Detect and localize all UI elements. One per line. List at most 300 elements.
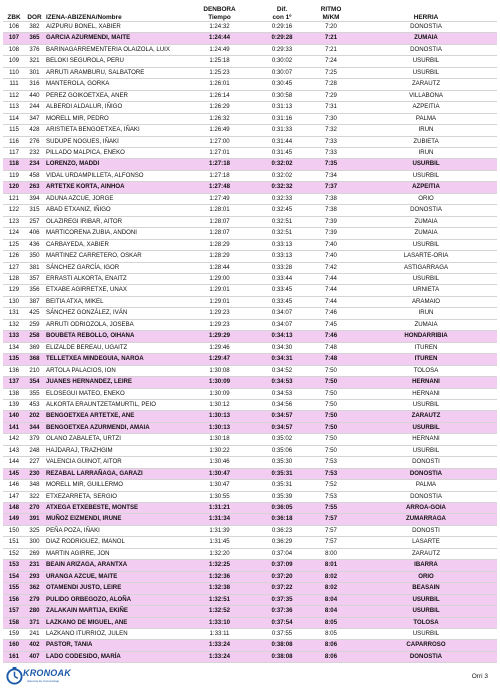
name-cell: MUÑOZ EIZMENDI, IRUNE <box>44 514 182 525</box>
name-cell: PASTOR, TANIA <box>44 640 182 651</box>
position-cell: 124 <box>3 228 25 239</box>
position-cell: 155 <box>3 583 25 594</box>
town-cell: USURBIL <box>355 445 497 456</box>
pace-cell: 7:57 <box>307 537 355 548</box>
town-cell: ZUMAIA <box>355 33 497 44</box>
pace-cell: 7:50 <box>307 445 355 456</box>
pace-cell: 8:04 <box>307 594 355 605</box>
time-cell: 1:30:55 <box>182 491 257 502</box>
pace-cell: 7:31 <box>307 102 355 113</box>
town-cell: LASARTE-ORIA <box>355 251 497 262</box>
name-cell: OLANO ZABALETA, URTZI <box>44 434 182 445</box>
table-row <box>3 548 497 559</box>
gap-cell: 0:34:53 <box>257 377 307 388</box>
town-cell: HERNANI <box>355 434 497 445</box>
gap-cell: 0:34:57 <box>257 411 307 422</box>
name-cell: ERRASTI ALKORTA, ENAITZ <box>44 273 182 284</box>
table-row <box>3 125 497 136</box>
position-cell: 156 <box>3 594 25 605</box>
time-cell: 1:24:32 <box>182 22 257 33</box>
position-cell: 158 <box>3 617 25 628</box>
table-row <box>3 285 497 296</box>
town-cell: ORIO <box>355 193 497 204</box>
results-body <box>3 22 497 663</box>
table-row <box>3 640 497 651</box>
time-cell: 1:30:13 <box>182 422 257 433</box>
town-cell: ZUBIETA <box>355 136 497 147</box>
name-cell: MARTIN AGIRRE, JON <box>44 548 182 559</box>
pace-cell: 7:45 <box>307 319 355 330</box>
bib-cell: 387 <box>25 296 44 307</box>
name-cell: URANGA AZCUE, MAITE <box>44 571 182 582</box>
time-cell: 1:30:46 <box>182 457 257 468</box>
pace-cell: 7:38 <box>307 205 355 216</box>
name-cell: HAJDARAJ, TRAZHGIM <box>44 445 182 456</box>
gap-cell: 0:32:32 <box>257 182 307 193</box>
pace-cell: 7:33 <box>307 136 355 147</box>
time-cell: 1:31:21 <box>182 503 257 514</box>
table-row <box>3 251 497 262</box>
position-cell: 152 <box>3 548 25 559</box>
logo-tagline: sistemas de cronometraje <box>27 679 60 683</box>
table-row <box>3 113 497 124</box>
town-cell: USURBIL <box>355 594 497 605</box>
time-cell: 1:30:13 <box>182 411 257 422</box>
position-cell: 160 <box>3 640 25 651</box>
gap-cell: 0:35:31 <box>257 468 307 479</box>
name-cell: LAZKANO DE MIGUEL, ANE <box>44 617 182 628</box>
position-cell: 106 <box>3 22 25 33</box>
table-row <box>3 79 497 90</box>
town-cell: USURBIL <box>355 159 497 170</box>
gap-cell: 0:36:18 <box>257 514 307 525</box>
bib-cell: 406 <box>25 228 44 239</box>
pace-cell: 7:21 <box>307 33 355 44</box>
name-cell: ATXEGA ETXEBESTE, MONTSE <box>44 503 182 514</box>
name-cell: TELLETXEA MINDEGUIA, NAROA <box>44 354 182 365</box>
gap-cell: 0:33:13 <box>257 239 307 250</box>
name-cell: ELIZALDE BEREAU, UGAITZ <box>44 342 182 353</box>
town-cell: ARROA-GOIA <box>355 503 497 514</box>
position-cell: 131 <box>3 308 25 319</box>
position-cell: 122 <box>3 205 25 216</box>
position-cell: 125 <box>3 239 25 250</box>
name-cell: ADUNA AZCUE, JORGE <box>44 193 182 204</box>
bib-cell: 344 <box>25 422 44 433</box>
pace-cell: 7:44 <box>307 273 355 284</box>
time-cell: 1:28:07 <box>182 228 257 239</box>
time-cell: 1:32:52 <box>182 606 257 617</box>
table-row <box>3 503 497 514</box>
time-cell: 1:27:18 <box>182 170 257 181</box>
table-row <box>3 296 497 307</box>
name-cell: MANTEROLA, GORKA <box>44 79 182 90</box>
time-cell: 1:27:48 <box>182 182 257 193</box>
gap-cell: 0:35:31 <box>257 480 307 491</box>
position-cell: 123 <box>3 216 25 227</box>
bib-cell: 436 <box>25 239 44 250</box>
pace-cell: 7:20 <box>307 22 355 33</box>
gap-cell: 0:31:44 <box>257 136 307 147</box>
position-cell: 151 <box>3 537 25 548</box>
pace-cell: 7:50 <box>307 422 355 433</box>
page-number: Orri 3 <box>471 673 488 680</box>
gap-cell: 0:33:28 <box>257 262 307 273</box>
name-cell: SÁNCHEZ GONZÁLEZ, IVÁN <box>44 308 182 319</box>
time-cell: 1:33:24 <box>182 640 257 651</box>
gap-cell: 0:31:13 <box>257 102 307 113</box>
town-cell: AZPEITIA <box>355 102 497 113</box>
town-cell: IRUN <box>355 125 497 136</box>
table-row <box>3 102 497 113</box>
position-cell: 140 <box>3 411 25 422</box>
town-cell: DONOSTIA <box>355 205 497 216</box>
table-row <box>3 583 497 594</box>
name-cell: ALBERDI ALDALUR, IÑIGO <box>44 102 182 113</box>
town-cell: USURBIL <box>355 422 497 433</box>
table-row <box>3 342 497 353</box>
town-cell: PALMA <box>355 113 497 124</box>
bib-cell: 362 <box>25 583 44 594</box>
pace-cell: 7:42 <box>307 262 355 273</box>
table-row <box>3 354 497 365</box>
position-cell: 135 <box>3 354 25 365</box>
pace-cell: 7:32 <box>307 125 355 136</box>
pace-cell: 8:05 <box>307 617 355 628</box>
gap-cell: 0:37:35 <box>257 594 307 605</box>
town-cell: USURBIL <box>355 170 497 181</box>
bib-cell: 355 <box>25 388 44 399</box>
table-row <box>3 434 497 445</box>
name-cell: BENGOETXEA ARTETXE, ANE <box>44 411 182 422</box>
gap-cell: 0:32:33 <box>257 193 307 204</box>
gap-cell: 0:30:07 <box>257 67 307 78</box>
bib-cell: 248 <box>25 445 44 456</box>
name-cell: JUANES HERNANDEZ, LEIRE <box>44 377 182 388</box>
time-cell: 1:26:14 <box>182 90 257 101</box>
bib-cell: 279 <box>25 594 44 605</box>
position-cell: 143 <box>3 445 25 456</box>
pace-cell: 7:50 <box>307 365 355 376</box>
table-row <box>3 480 497 491</box>
name-cell: ETXEZARRETA, SERGIO <box>44 491 182 502</box>
time-cell: 1:26:32 <box>182 113 257 124</box>
time-cell: 1:27:18 <box>182 159 257 170</box>
time-cell: 1:25:23 <box>182 67 257 78</box>
pace-cell: 7:30 <box>307 113 355 124</box>
pace-cell: 7:37 <box>307 182 355 193</box>
name-cell: MARTINEZ CARRETERO, OSKAR <box>44 251 182 262</box>
gap-cell: 0:34:56 <box>257 399 307 410</box>
town-cell: IRUN <box>355 147 497 158</box>
bib-cell: 322 <box>25 491 44 502</box>
pace-cell: 8:05 <box>307 629 355 640</box>
name-cell: VIDAL URDAMPILLETA, ALFONSO <box>44 170 182 181</box>
bib-cell: 230 <box>25 468 44 479</box>
gap-cell: 0:30:02 <box>257 56 307 67</box>
table-row <box>3 457 497 468</box>
bib-cell: 407 <box>25 651 44 662</box>
header-dif-line1: Dif. <box>276 6 288 13</box>
town-cell: TOLOSA <box>355 617 497 628</box>
name-cell: OTAMENDI JUSTO, LEIRE <box>44 583 182 594</box>
bib-cell: 202 <box>25 411 44 422</box>
position-cell: 111 <box>3 79 25 90</box>
pace-cell: 7:25 <box>307 67 355 78</box>
bib-cell: 227 <box>25 457 44 468</box>
position-cell: 113 <box>3 102 25 113</box>
table-row <box>3 170 497 181</box>
bib-cell: 371 <box>25 617 44 628</box>
gap-cell: 0:32:51 <box>257 216 307 227</box>
pace-cell: 7:21 <box>307 44 355 55</box>
bib-cell: 365 <box>25 33 44 44</box>
town-cell: USURBIL <box>355 399 497 410</box>
gap-cell: 0:32:51 <box>257 228 307 239</box>
name-cell: AIZPURU BONEL, XABIER <box>44 22 182 33</box>
pace-cell: 7:53 <box>307 457 355 468</box>
town-cell: DONOSTI <box>355 525 497 536</box>
gap-cell: 0:35:02 <box>257 434 307 445</box>
time-cell: 1:32:36 <box>182 571 257 582</box>
name-cell: BARINAGARREMENTERIA OLAIZOLA, LUIX <box>44 44 182 55</box>
pace-cell: 7:57 <box>307 514 355 525</box>
pace-cell: 7:52 <box>307 480 355 491</box>
pace-cell: 7:29 <box>307 90 355 101</box>
table-row <box>3 331 497 342</box>
bib-cell: 453 <box>25 399 44 410</box>
name-cell: ELOSEGUI MATEO, ENEKO <box>44 388 182 399</box>
header-zbk: ZBK <box>7 13 21 21</box>
time-cell: 1:26:49 <box>182 125 257 136</box>
table-row <box>3 239 497 250</box>
position-cell: 129 <box>3 285 25 296</box>
town-cell: ZARAUTZ <box>355 548 497 559</box>
pace-cell: 8:00 <box>307 548 355 559</box>
table-row <box>3 193 497 204</box>
position-cell: 134 <box>3 342 25 353</box>
name-cell: MORELL MIR, PEDRO <box>44 113 182 124</box>
gap-cell: 0:37:09 <box>257 560 307 571</box>
bib-cell: 321 <box>25 56 44 67</box>
table-row <box>3 537 497 548</box>
gap-cell: 0:31:33 <box>257 125 307 136</box>
town-cell: DONOSTIA <box>355 491 497 502</box>
bib-cell: 280 <box>25 606 44 617</box>
town-cell: VILLABONA <box>355 90 497 101</box>
pace-cell: 7:50 <box>307 411 355 422</box>
town-cell: USURBIL <box>355 56 497 67</box>
town-cell: DONOSTIA <box>355 651 497 662</box>
gap-cell: 0:34:07 <box>257 308 307 319</box>
name-cell: DIAZ RODRIGUEZ, IMANOL <box>44 537 182 548</box>
table-row <box>3 147 497 158</box>
position-cell: 133 <box>3 331 25 342</box>
pace-cell: 7:55 <box>307 503 355 514</box>
position-cell: 141 <box>3 422 25 433</box>
gap-cell: 0:36:29 <box>257 537 307 548</box>
table-row <box>3 651 497 662</box>
town-cell: ZARAUTZ <box>355 79 497 90</box>
gap-cell: 0:29:33 <box>257 44 307 55</box>
town-cell: DONOSTI <box>355 457 497 468</box>
bib-cell: 210 <box>25 365 44 376</box>
gap-cell: 0:34:53 <box>257 388 307 399</box>
table-row <box>3 594 497 605</box>
time-cell: 1:29:01 <box>182 285 257 296</box>
gap-cell: 0:37:20 <box>257 571 307 582</box>
time-cell: 1:29:23 <box>182 319 257 330</box>
header-rit-line2: M/KM <box>322 13 340 21</box>
table-row <box>3 377 497 388</box>
town-cell: HERNANI <box>355 388 497 399</box>
bib-cell: 357 <box>25 273 44 284</box>
name-cell: PEÑA POZA, IÑAKI <box>44 525 182 536</box>
time-cell: 1:29:23 <box>182 308 257 319</box>
gap-cell: 0:30:58 <box>257 90 307 101</box>
position-cell: 136 <box>3 365 25 376</box>
town-cell: IRUN <box>355 308 497 319</box>
bib-cell: 300 <box>25 537 44 548</box>
position-cell: 109 <box>3 56 25 67</box>
time-cell: 1:30:12 <box>182 399 257 410</box>
header-dor: DOR <box>27 13 42 21</box>
name-cell: ETXABE AGIRRETXE, UNAX <box>44 285 182 296</box>
gap-cell: 0:32:45 <box>257 205 307 216</box>
town-cell: URNIETA <box>355 285 497 296</box>
position-cell: 116 <box>3 136 25 147</box>
bib-cell: 382 <box>25 22 44 33</box>
position-cell: 150 <box>3 525 25 536</box>
gap-cell: 0:33:44 <box>257 273 307 284</box>
pace-cell: 7:40 <box>307 239 355 250</box>
table-row <box>3 136 497 147</box>
pace-cell: 7:24 <box>307 56 355 67</box>
name-cell: CARBAYEDA, XABIER <box>44 239 182 250</box>
town-cell: PALMA <box>355 480 497 491</box>
position-cell: 130 <box>3 296 25 307</box>
position-cell: 153 <box>3 560 25 571</box>
table-row <box>3 365 497 376</box>
bib-cell: 348 <box>25 480 44 491</box>
bib-cell: 369 <box>25 342 44 353</box>
name-cell: ARISTIETA BENGOETXEA, IÑAKI <box>44 125 182 136</box>
pace-cell: 7:33 <box>307 147 355 158</box>
gap-cell: 0:34:30 <box>257 342 307 353</box>
pace-cell: 7:50 <box>307 377 355 388</box>
pace-cell: 7:46 <box>307 331 355 342</box>
table-row <box>3 262 497 273</box>
town-cell: ZARAUTZ <box>355 411 497 422</box>
bib-cell: 425 <box>25 308 44 319</box>
pace-cell: 7:48 <box>307 342 355 353</box>
table-row <box>3 411 497 422</box>
town-cell: ZUMAIA <box>355 216 497 227</box>
position-cell: 108 <box>3 44 25 55</box>
name-cell: BEAIN ARIZAGA, ARANTXA <box>44 560 182 571</box>
name-cell: ARRUTI ARAMBURU, SALBATORE <box>44 67 182 78</box>
bib-cell: 402 <box>25 640 44 651</box>
time-cell: 1:33:10 <box>182 617 257 628</box>
name-cell: REZABAL LARRAÑAGA, GARAZI <box>44 468 182 479</box>
bib-cell: 354 <box>25 377 44 388</box>
time-cell: 1:26:01 <box>182 79 257 90</box>
header-time <box>182 2 257 22</box>
position-cell: 146 <box>3 480 25 491</box>
gap-cell: 0:33:45 <box>257 296 307 307</box>
bib-cell: 301 <box>25 67 44 78</box>
pace-cell: 7:28 <box>307 79 355 90</box>
name-cell: LAZKANO ITURRIOZ, JULEN <box>44 629 182 640</box>
bib-cell: 356 <box>25 285 44 296</box>
town-cell: BEASAIN <box>355 583 497 594</box>
bib-cell: 258 <box>25 331 44 342</box>
pace-cell: 7:57 <box>307 525 355 536</box>
table-row <box>3 182 497 193</box>
table-row <box>3 445 497 456</box>
time-cell: 1:30:09 <box>182 388 257 399</box>
pace-cell: 7:40 <box>307 251 355 262</box>
town-cell: ITUREN <box>355 354 497 365</box>
time-cell: 1:29:00 <box>182 273 257 284</box>
time-cell: 1:32:38 <box>182 583 257 594</box>
gap-cell: 0:37:36 <box>257 606 307 617</box>
bib-cell: 440 <box>25 90 44 101</box>
gap-cell: 0:33:13 <box>257 251 307 262</box>
gap-cell: 0:30:45 <box>257 79 307 90</box>
pace-cell: 7:39 <box>307 228 355 239</box>
name-cell: LORENZO, MADDI <box>44 159 182 170</box>
position-cell: 127 <box>3 262 25 273</box>
position-cell: 148 <box>3 503 25 514</box>
bib-cell: 241 <box>25 629 44 640</box>
table-row <box>3 525 497 536</box>
pace-cell: 7:50 <box>307 434 355 445</box>
town-cell: AZPEITIA <box>355 182 497 193</box>
time-cell: 1:30:09 <box>182 377 257 388</box>
gap-cell: 0:37:22 <box>257 583 307 594</box>
table-row <box>3 560 497 571</box>
table-row <box>3 308 497 319</box>
bib-cell: 270 <box>25 503 44 514</box>
gap-cell: 0:37:55 <box>257 629 307 640</box>
table-row <box>3 468 497 479</box>
bib-cell: 234 <box>25 159 44 170</box>
gap-cell: 0:31:45 <box>257 147 307 158</box>
town-cell: ARAMAIO <box>355 296 497 307</box>
pace-cell: 7:50 <box>307 388 355 399</box>
bib-cell: 269 <box>25 548 44 559</box>
table-row <box>3 273 497 284</box>
header-time-line1: DENBORA <box>203 6 236 13</box>
gap-cell: 0:34:13 <box>257 331 307 342</box>
name-cell: BELOKI SEGUROLA, PERU <box>44 56 182 67</box>
table-row <box>3 514 497 525</box>
town-cell: HERNANI <box>355 377 497 388</box>
pace-cell: 7:44 <box>307 285 355 296</box>
gap-cell: 0:34:57 <box>257 422 307 433</box>
position-cell: 157 <box>3 606 25 617</box>
town-cell: USURBIL <box>355 606 497 617</box>
position-cell: 107 <box>3 33 25 44</box>
table-row <box>3 571 497 582</box>
gap-cell: 0:34:07 <box>257 319 307 330</box>
time-cell: 1:30:08 <box>182 365 257 376</box>
time-cell: 1:25:18 <box>182 56 257 67</box>
time-cell: 1:29:47 <box>182 354 257 365</box>
bib-cell: 458 <box>25 170 44 181</box>
name-cell: PILLADO MALPICA, ENEKO <box>44 147 182 158</box>
